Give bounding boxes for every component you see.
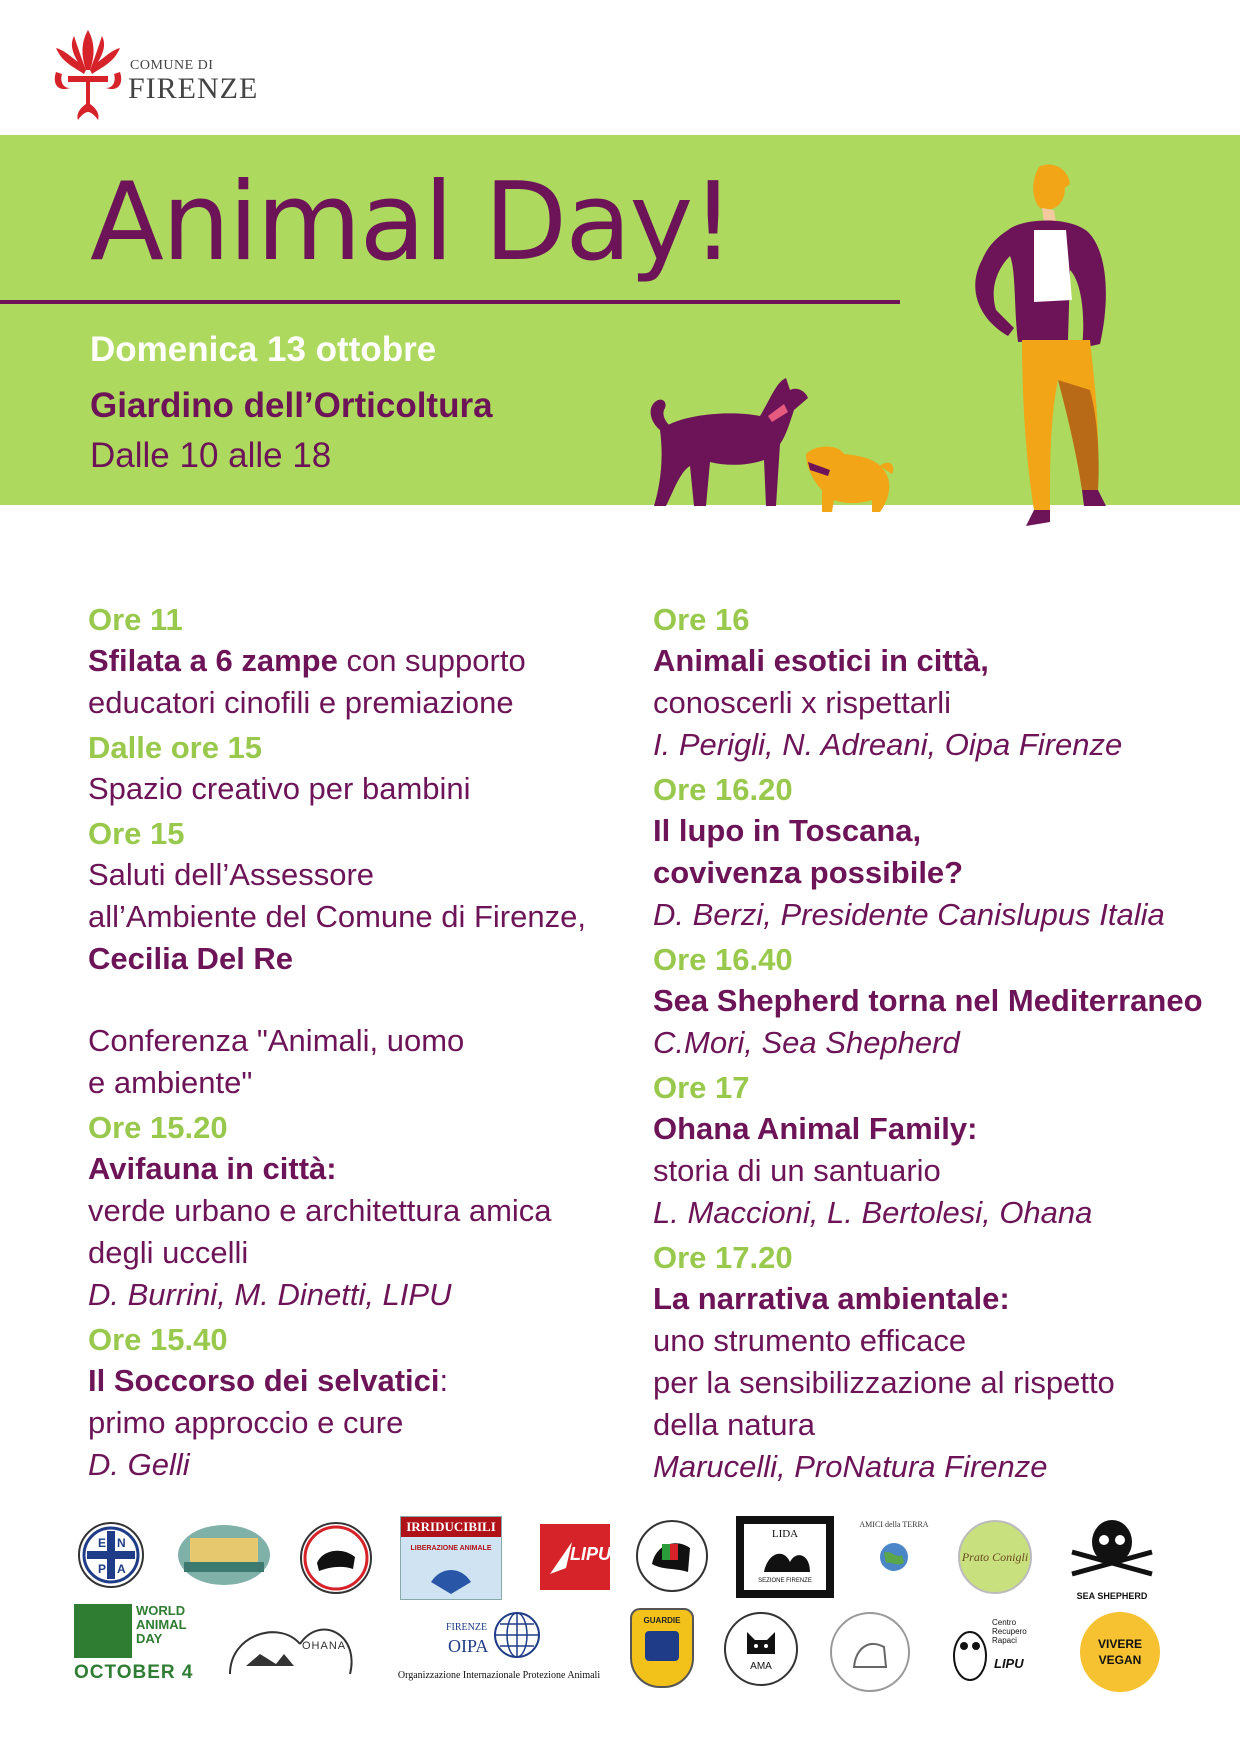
event-item xyxy=(653,770,1213,936)
event-text: con supporto xyxy=(337,643,526,678)
lida-label: LIDA xyxy=(771,1528,799,1540)
event-speakers: L. Maccioni, L. Bertolesi, Ohana xyxy=(653,1195,1093,1230)
oipa-full-name: Organizzazione Internazionale Protezione Animali xyxy=(397,1670,601,1681)
event-time: Ore 11 xyxy=(88,602,183,637)
event-text: storia di un santuario xyxy=(653,1153,941,1188)
wad-date: OCTOBER 4 xyxy=(74,1662,194,1683)
world-animal-day-logo xyxy=(74,1604,194,1686)
event-item xyxy=(653,1238,1213,1488)
irriducibili-logo xyxy=(400,1516,502,1600)
event-hours: Dalle 10 alle 18 xyxy=(90,436,332,475)
lipu2-label: LIPU xyxy=(994,1656,1024,1671)
ama-logo xyxy=(724,1612,798,1686)
page-title: Animal Day! xyxy=(90,160,733,285)
purple-dog xyxy=(651,378,808,506)
globe-icon xyxy=(858,1529,930,1585)
event-text: educatori cinofili e premiazione xyxy=(88,685,514,720)
enpa-letter: E xyxy=(98,1536,107,1550)
prato-conigli-logo xyxy=(958,1520,1032,1594)
amici-terra-label: AMICI della TERRA xyxy=(859,1520,929,1529)
event-title: Il lupo in Toscana, xyxy=(653,813,922,848)
globe-icon xyxy=(492,1610,542,1660)
event-title: La narrativa ambientale: xyxy=(653,1281,1010,1316)
pet-association-circle-logo xyxy=(830,1612,910,1692)
comune-di-firenze-logo xyxy=(48,26,268,122)
lipu-logo xyxy=(540,1524,610,1590)
ohana-label: OHANA xyxy=(302,1640,347,1652)
guardie-label: GUARDIE xyxy=(643,1616,681,1625)
event-text: della natura xyxy=(653,1407,816,1442)
event-text: verde urbano e architettura amica xyxy=(88,1193,552,1228)
enpa-cross-icon xyxy=(81,1525,141,1585)
event-item xyxy=(653,1068,1213,1234)
owl-icon xyxy=(950,1626,990,1682)
event-text: Saluti dell’Assessore xyxy=(88,857,375,892)
florentine-lily-icon xyxy=(48,26,128,122)
oipa-logo xyxy=(386,1608,612,1690)
logo-line2: FIRENZE xyxy=(128,72,259,105)
event-text: uno strumento efficace xyxy=(653,1323,967,1358)
amici-della-terra-logo xyxy=(858,1520,930,1592)
lipu-label: LIPU xyxy=(570,1544,612,1564)
oipa-city: FIRENZE xyxy=(446,1622,488,1633)
event-title: covivenza possibile? xyxy=(653,855,964,890)
orange-dog xyxy=(806,447,893,513)
event-speakers: I. Perigli, N. Adreani, Oipa Firenze xyxy=(653,727,1123,762)
woman-figure xyxy=(975,165,1106,526)
event-speakers: D. Berzi, Presidente Canislupus Italia xyxy=(653,897,1165,932)
wad-line3: DAY xyxy=(136,1631,163,1646)
event-title: Animali esotici in città, xyxy=(653,643,989,678)
event-speaker-name: Cecilia Del Re xyxy=(88,941,294,976)
lida-logo xyxy=(736,1516,834,1598)
guardie-zoofile-logo xyxy=(630,1608,694,1688)
sea-shepherd-logo xyxy=(1052,1516,1172,1606)
centro-rapaci-label: Centro Recupero Rapaci xyxy=(992,1618,1027,1645)
animal-group-logo xyxy=(176,1522,272,1588)
event-time: Ore 16.20 xyxy=(653,772,793,807)
ohana-logo xyxy=(220,1614,360,1682)
wad-line2: ANIMAL xyxy=(136,1617,187,1632)
firenze-dog-association-logo xyxy=(300,1522,372,1594)
event-text: : xyxy=(439,1363,449,1398)
program-left-column xyxy=(88,600,648,1490)
lida-subtitle: SEZIONE FIRENZE xyxy=(758,1578,812,1584)
logo-line1: COMUNE DI xyxy=(130,58,214,73)
vivere-vegan-line1: VIVERE xyxy=(1097,1637,1142,1651)
event-item xyxy=(88,600,648,724)
event-speakers: D. Gelli xyxy=(88,1447,190,1482)
event-item xyxy=(88,1108,648,1316)
event-speakers: D. Burrini, M. Dinetti, LIPU xyxy=(88,1277,452,1312)
oipa-label: OIPA xyxy=(448,1636,489,1656)
event-text: conoscerli x rispettarli xyxy=(653,685,952,720)
event-time: Ore 15.20 xyxy=(88,1110,228,1145)
event-title: Ohana Animal Family: xyxy=(653,1111,978,1146)
event-text: e ambiente" xyxy=(88,1065,253,1100)
event-speakers: C.Mori, Sea Shepherd xyxy=(653,1025,960,1060)
animal-rights-circle-logo xyxy=(636,1520,708,1592)
event-text: all’Ambiente del Comune di Firenze, xyxy=(88,899,586,934)
ama-label: AMA xyxy=(750,1661,772,1672)
event-text: primo approccio e cure xyxy=(88,1405,404,1440)
event-time: Ore 16 xyxy=(653,602,750,637)
event-date: Domenica 13 ottobre xyxy=(90,330,437,369)
event-time: Ore 16.40 xyxy=(653,942,793,977)
event-time: Ore 15 xyxy=(88,816,185,851)
irriducibili-title: IRRIDUCIBILI xyxy=(401,1517,501,1537)
event-time: Dalle ore 15 xyxy=(88,730,263,765)
event-title: Sfilata a 6 zampe xyxy=(88,643,338,678)
enpa-letter: N xyxy=(117,1536,126,1550)
prato-conigli-label: Prato Conigli xyxy=(961,1549,1029,1564)
skull-icon xyxy=(1052,1516,1172,1586)
event-text: Conferenza "Animali, uomo xyxy=(88,1023,465,1058)
event-venue: Giardino dell’Orticoltura xyxy=(90,386,493,425)
enpa-letter: A xyxy=(117,1562,126,1576)
event-item xyxy=(653,600,1213,766)
sea-shepherd-label: SEA SHEPHERD xyxy=(1076,1591,1148,1601)
event-title: Sea Shepherd torna nel Mediterraneo xyxy=(653,983,1203,1018)
event-time: Ore 17.20 xyxy=(653,1240,793,1275)
event-time: Ore 17 xyxy=(653,1070,750,1105)
event-title: Il Soccorso dei selvatici xyxy=(88,1363,440,1398)
event-speakers: Marucelli, ProNatura Firenze xyxy=(653,1449,1048,1484)
centro-recupero-rapaci-logo xyxy=(950,1612,1040,1688)
event-text: Spazio creativo per bambini xyxy=(88,771,471,806)
event-text: per la sensibilizzazione al rispetto xyxy=(653,1365,1115,1400)
event-title: Avifauna in città: xyxy=(88,1151,337,1186)
woman-with-dogs-illustration xyxy=(630,160,1150,590)
world-animal-day-globe-icon xyxy=(74,1604,132,1658)
event-item xyxy=(88,1320,648,1486)
vivere-vegan-line2: VEGAN xyxy=(1098,1653,1142,1667)
program-right-column xyxy=(653,600,1213,1492)
enpa-letter: P xyxy=(98,1562,107,1576)
event-item xyxy=(88,814,648,1104)
cat-icon xyxy=(741,1626,781,1656)
enpa-logo xyxy=(78,1522,144,1588)
event-item xyxy=(653,940,1213,1064)
event-item xyxy=(88,728,648,810)
vivere-vegan-logo xyxy=(1080,1612,1160,1692)
event-time: Ore 15.40 xyxy=(88,1322,228,1357)
wad-line1: WORLD xyxy=(136,1603,186,1618)
irriducibili-subtitle: LIBERAZIONE ANIMALE xyxy=(410,1545,492,1552)
event-text: degli uccelli xyxy=(88,1235,249,1270)
